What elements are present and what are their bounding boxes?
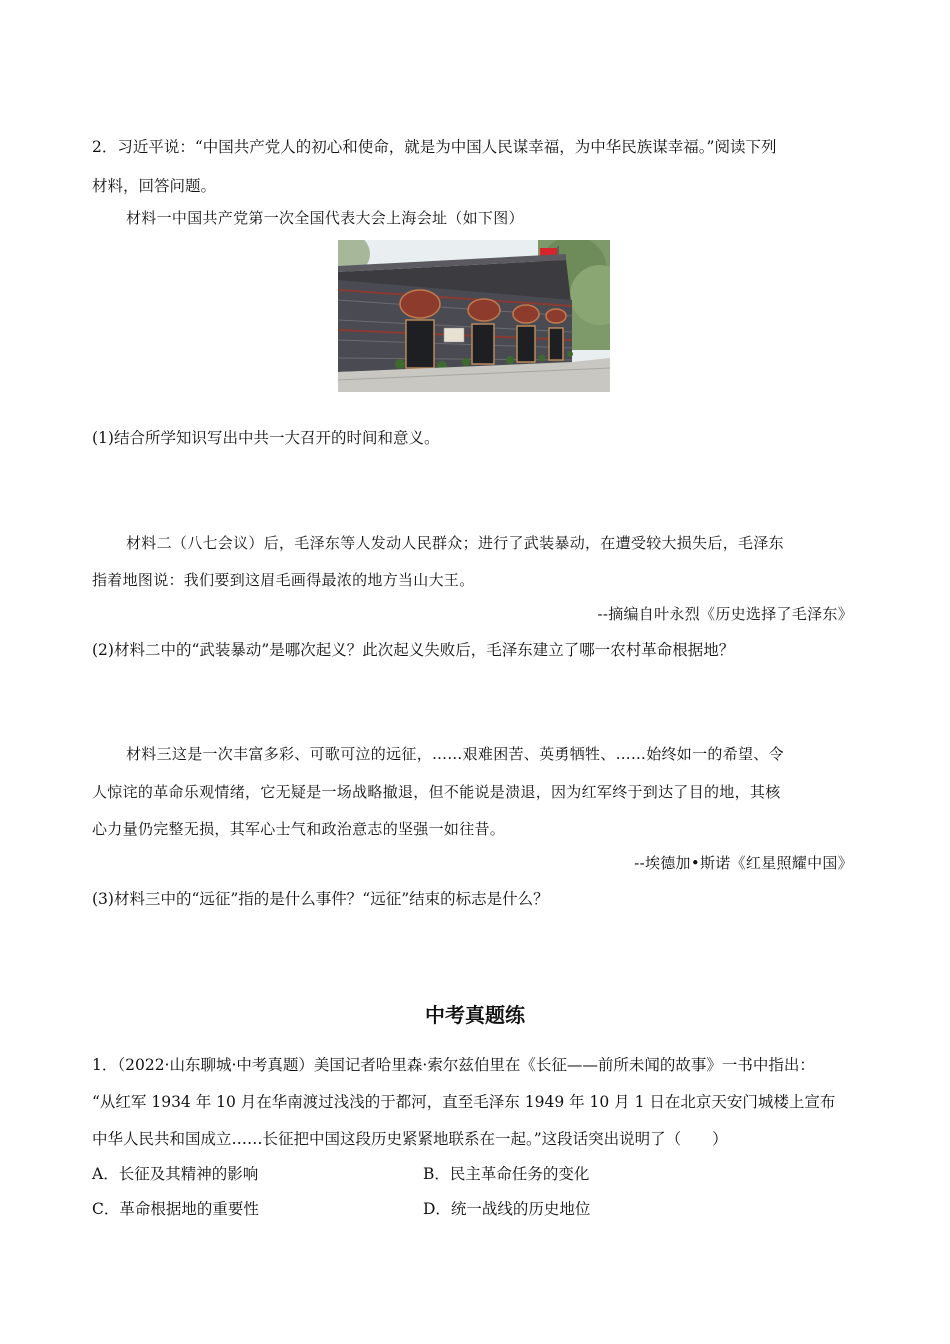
q1-line3: 中华人民共和国成立……长征把中国这段历史紧紧地联系在一起。”这段话突出说明了（ ）	[92, 1130, 728, 1148]
material2-line2: 指着地图说：我们要到这眉毛画得最浓的地方当山大王。	[92, 571, 475, 589]
section-title: 中考真题练	[425, 1003, 525, 1027]
material3-line1: 材料三这是一次丰富多彩、可歌可泣的远征，……艰难困苦、英勇牺牲、……始终如一的希望、令	[126, 745, 784, 763]
option-a: A．长征及其精神的影响	[92, 1165, 259, 1183]
sub-question-1: (1)结合所学知识写出中共一大召开的时间和意义。	[92, 429, 440, 447]
option-d: D．统一战线的历史地位	[423, 1200, 591, 1218]
material3-line2: 人惊诧的革命乐观情绪，它无疑是一场战略撤退，但不能说是溃退，因为红军终于到达了目的地，其核	[92, 783, 781, 801]
q2-intro-line2: 材料，回答问题。	[92, 177, 217, 195]
material1-caption: 材料一中国共产党第一次全国代表大会上海会址（如下图）	[126, 209, 524, 227]
sub-question-3: (3)材料三中的“远征”指的是什么事件？“远征”结束的标志是什么？	[92, 890, 549, 908]
material2-source: --摘编自叶永烈《历史选择了毛泽东》	[597, 605, 853, 623]
material3-source: --埃德加•斯诺《红星照耀中国》	[634, 854, 853, 872]
q2-intro-line1: 2．习近平说：“中国共产党人的初心和使命，就是为中国人民谋幸福，为中华民族谋幸福。”阅读下列	[92, 138, 777, 156]
material2-line1: 材料二（八七会议）后，毛泽东等人发动人民群众；进行了武装暴动，在遭受较大损失后，毛泽东	[126, 534, 784, 552]
q1-line1: 1．（2022·山东聊城·中考真题）美国记者哈里森·索尔兹伯里在《长征——前所未闻的故事》一书中指出：	[92, 1056, 815, 1074]
congress-site-photo	[338, 240, 610, 392]
sub-question-2: (2)材料二中的“武装暴动”是哪次起义？此次起义失败后，毛泽东建立了哪一农村革命根据地？	[92, 641, 735, 659]
option-c: C．革命根据地的重要性	[92, 1200, 259, 1218]
option-b: B．民主革命任务的变化	[423, 1165, 590, 1183]
q1-line2: “从红军 1934 年 10 月在华南渡过浅浅的于都河，直至毛泽东 1949 年 10 月 1 日在北京天安门城楼上宣布	[92, 1093, 836, 1111]
material3-line3: 心力量仍完整无损，其军心士气和政治意志的坚强一如往昔。	[92, 820, 506, 838]
